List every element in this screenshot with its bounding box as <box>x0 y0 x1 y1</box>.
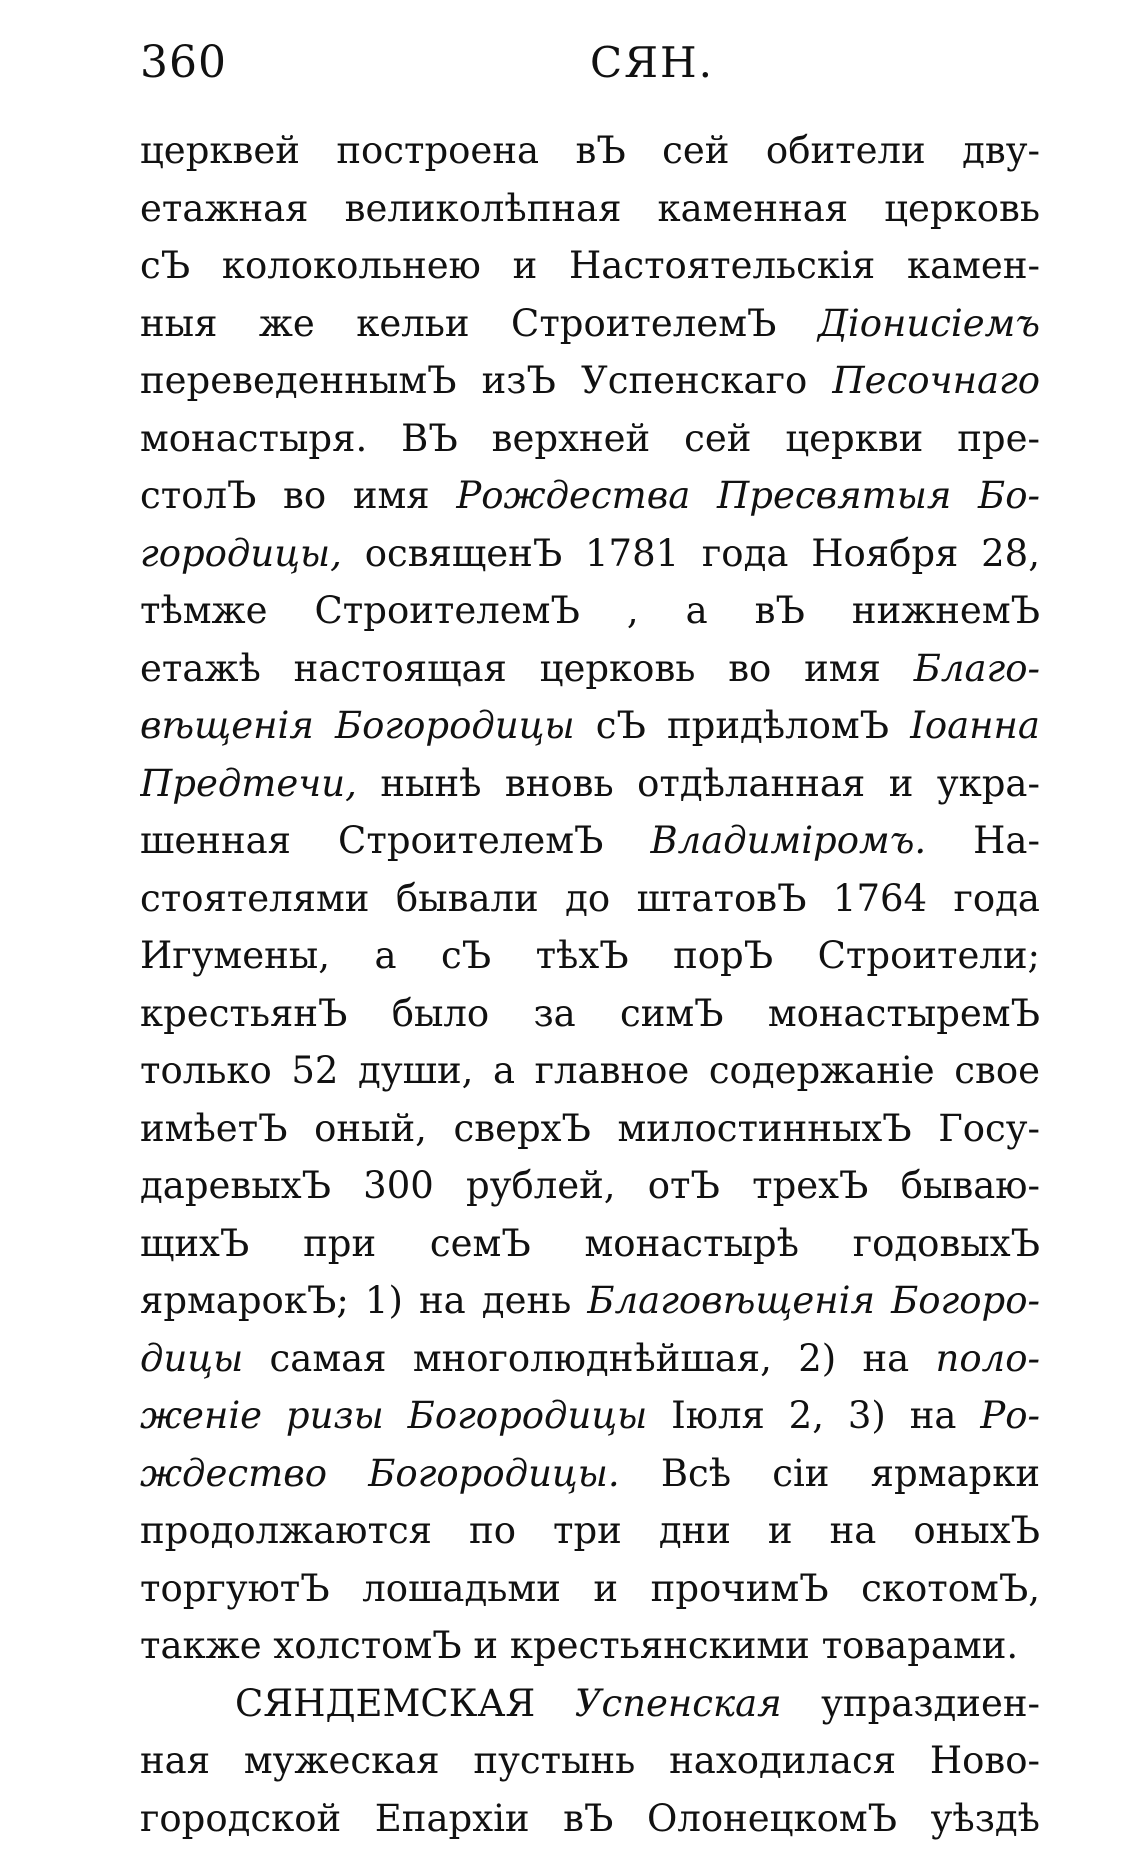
text-line <box>140 1617 1040 1675</box>
italic-run: Рождества Пресвятыя Бо- <box>456 474 1040 517</box>
text-run: сЪ придѣломЪ <box>574 704 911 747</box>
text-run: нынѣ вновь отдѣланная и укра- <box>356 761 1040 805</box>
italic-run: Іоанна <box>910 704 1040 747</box>
text-run: продолжаются по три дни и на оныхЪ <box>140 1509 1040 1552</box>
text-line <box>140 755 1040 813</box>
text-line <box>140 122 1040 180</box>
text-run: тѣмже СтроителемЪ , а вЪ нижнемЪ <box>140 589 1040 632</box>
text-line <box>140 180 1040 238</box>
text-line <box>140 1272 1040 1330</box>
text-line <box>140 812 1040 870</box>
text-run: даревыхЪ 300 рублей, отЪ трехЪ бываю- <box>140 1164 1040 1207</box>
text-line <box>140 1560 1040 1618</box>
text-run: только 52 души, а главное содержаніе свое <box>140 1049 1040 1092</box>
page-number: 360 <box>140 37 227 88</box>
text-run: щихЪ при семЪ монастырѣ годовыхЪ <box>140 1221 1040 1265</box>
text-line <box>140 697 1040 755</box>
italic-run: Владиміромъ. <box>650 819 927 862</box>
italic-run: Благо- <box>913 646 1040 690</box>
text-run: Всѣ сіи ярмарки <box>619 1451 1040 1495</box>
text-run: также холстомЪ и крестьянскими товарами. <box>140 1624 1019 1667</box>
text-run: переведеннымЪ изЪ Успенскаго <box>140 359 833 402</box>
italic-run: поло- <box>935 1336 1040 1380</box>
italic-run: Предтечи, <box>140 761 357 805</box>
italic-run: дицы <box>140 1336 244 1380</box>
text-run: крестьянЪ было за симЪ монастыремЪ <box>140 991 1040 1035</box>
text-run: стоятелями бывали до штатовЪ 1764 года <box>140 876 1040 920</box>
text-line <box>140 870 1040 928</box>
text-line <box>140 352 1040 410</box>
italic-run: Успенская <box>574 1681 782 1725</box>
italic-run: Песочнаго <box>832 359 1040 402</box>
text-line <box>140 410 1040 468</box>
text-line <box>140 525 1040 583</box>
text-run: ярмарокЪ; 1) на день <box>140 1279 588 1322</box>
text-line <box>140 1790 1040 1848</box>
text-line <box>140 1387 1040 1445</box>
text-line <box>140 1502 1040 1560</box>
text-run: ныя же кельи СтроителемЪ <box>140 301 818 345</box>
text-line <box>140 1100 1040 1158</box>
body-text <box>140 122 1040 1847</box>
italic-run: городицы, <box>140 531 342 575</box>
text-run: упраздиен- <box>781 1681 1040 1725</box>
text-line <box>140 1445 1040 1503</box>
text-line <box>140 1330 1040 1388</box>
text-run: самая многолюднѣйшая, 2) на <box>243 1336 936 1380</box>
text-line <box>140 985 1040 1043</box>
text-line <box>140 640 1040 698</box>
italic-run: Діонисіемъ <box>817 301 1040 345</box>
text-line <box>140 1215 1040 1273</box>
italic-run: вѣщенія Богородицы <box>140 704 575 747</box>
text-run: Игумены, а сЪ тѣхЪ порЪ Строители; <box>140 934 1040 977</box>
text-run: церквей построена вЪ сей обители дву- <box>140 129 1040 172</box>
text-run: етажѣ настоящая церковь во имя <box>140 646 914 690</box>
text-line <box>140 1675 1040 1733</box>
text-line <box>140 467 1040 525</box>
text-run: На- <box>926 819 1040 862</box>
text-run: ная мужеская пустынь находилася Ново- <box>140 1739 1040 1782</box>
text-line <box>140 1732 1040 1790</box>
running-head: СЯН. <box>590 38 715 87</box>
text-run: освященЪ 1781 года Ноября 28, <box>341 531 1040 575</box>
text-run: городской Епархіи вЪ ОлонецкомЪ уѣздѣ <box>140 1796 1040 1840</box>
text-run: Іюля 2, 3) на <box>647 1394 981 1437</box>
text-run: сЪ колокольнею и Настоятельскія камен- <box>140 244 1040 287</box>
italic-run: ждество Богородицы. <box>140 1451 620 1495</box>
text-line <box>140 1042 1040 1100</box>
text-line <box>140 237 1040 295</box>
italic-run: женіе ризы Богородицы <box>140 1394 648 1437</box>
text-line <box>140 927 1040 985</box>
italic-run: Ро- <box>980 1394 1040 1437</box>
text-run: етажная великолѣпная каменная церковь <box>140 186 1040 230</box>
page-header <box>140 28 1040 98</box>
italic-run: Благовѣщенія Богоро- <box>587 1279 1040 1322</box>
text-run: шенная СтроителемЪ <box>140 819 651 862</box>
text-run: столЪ во имя <box>140 474 457 517</box>
text-line <box>140 1157 1040 1215</box>
text-line <box>140 582 1040 640</box>
text-run: торгуютЪ лошадьми и прочимЪ скотомЪ, <box>140 1566 1040 1610</box>
text-run: монастыря. ВЪ верхней сей церкви пре- <box>140 416 1040 460</box>
text-run: имѣетЪ оный, сверхЪ милостинныхЪ Госу- <box>140 1106 1040 1150</box>
text-run: СЯНДЕМСКАЯ <box>235 1681 575 1725</box>
text-line <box>140 295 1040 353</box>
